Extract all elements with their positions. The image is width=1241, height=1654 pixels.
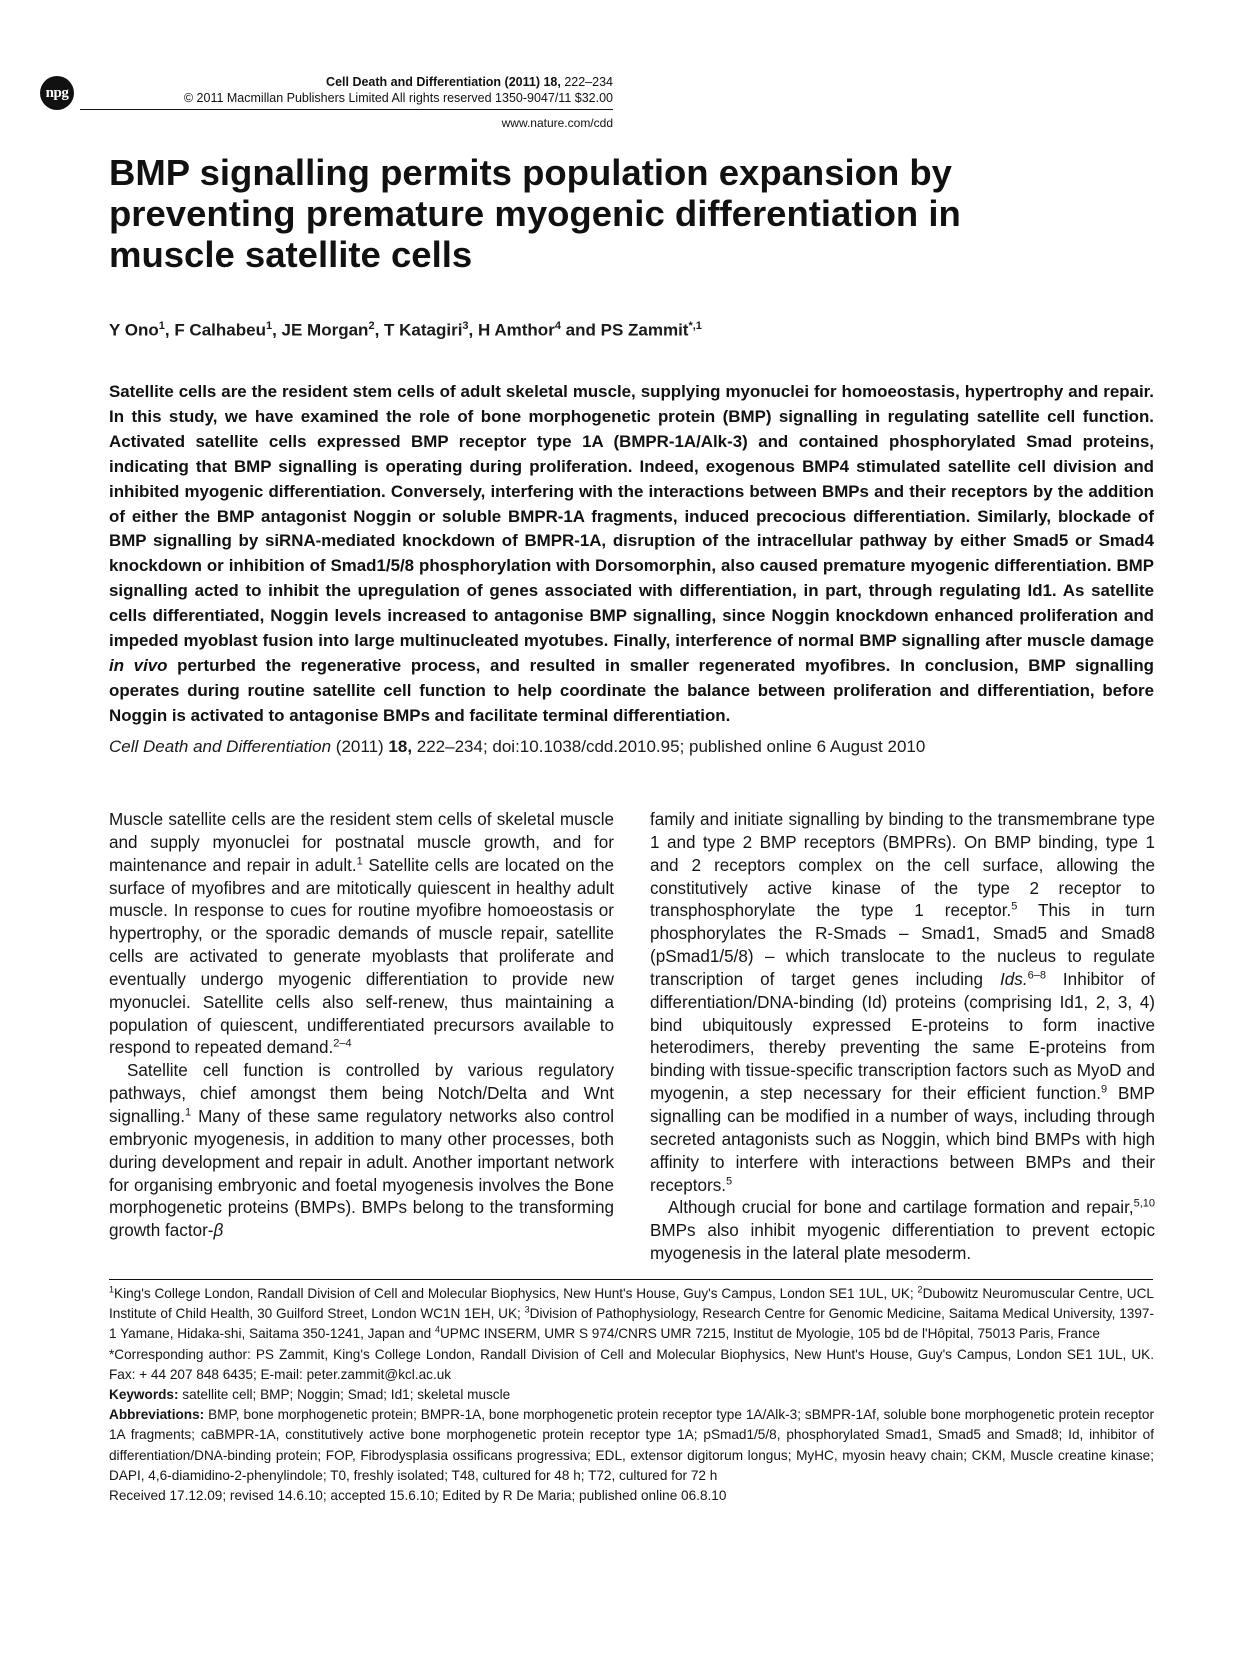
author-name: JE Morgan	[281, 320, 369, 340]
body-text: family and initiate signalling by binding to the transmembrane type 1 and type 2 BMP receptors (BMPRs). On BMP binding, type 1 and 2 receptors complex on the cell surface, allowing the constitutively active kinase of the type 2 receptor to transphosphorylate the type 1 receptor.	[650, 810, 1155, 921]
citation-doi[interactable]: 222–234; doi:10.1038/cdd.2010.95; published online 6 August 2010	[412, 737, 926, 756]
reference-mark[interactable]: 1	[356, 855, 363, 867]
header-rule	[80, 109, 613, 110]
body-text: BMP signalling can be modified in a number of ways, including through secreted antagonists such as Noggin, which bind BMPs with high affinity to interfere with interactions between BMPs and their receptors.	[650, 1084, 1155, 1195]
affiliation-text: King's College London, Randall Division of Cell and Molecular Biophysics, New Hunt's House, Guy's Campus, London SE1 1UL, UK;	[114, 1286, 918, 1301]
author-name: T Katagiri	[384, 320, 463, 340]
journal-url[interactable]: www.nature.com/cdd	[501, 116, 613, 130]
body-text: This in turn phosphorylates the R-Smads – Smad1, Smad5 and Smad8 (pSmad1/5/8) – which translocate to the nucleus to regulate transcription of target genes including	[650, 901, 1155, 989]
body-text: BMPs also inhibit myogenic differentiation to prevent ectopic myogenesis in the lateral plate mesoderm.	[650, 1221, 1155, 1264]
body-paragraph	[109, 809, 614, 1060]
author-separator: ,	[272, 320, 282, 340]
gene-name-italic: Ids.	[1000, 969, 1028, 989]
body-paragraph	[650, 809, 1155, 1197]
body-column-left	[109, 809, 614, 1243]
abbreviations-label: Abbreviations:	[109, 1407, 205, 1423]
reference-mark[interactable]: 5	[726, 1174, 733, 1187]
npg-logo: npg	[40, 76, 74, 110]
affiliation-mark: 4	[554, 320, 561, 332]
footnotes	[109, 1284, 1154, 1506]
body-column-right	[650, 809, 1155, 1266]
article-title: BMP signalling permits population expansion by preventing premature myogenic differentiation in muscle satellite cells	[109, 152, 961, 275]
abstract-text: perturbed the regenerative process, and resulted in smaller regenerated myofibres. In conclusion, BMP signalling operates during routine satellite cell function to help coordinate the balance between proliferation and differentiation, before Noggin is activated to antagonise BMPs and facilitate terminal differentiation.	[109, 655, 1154, 725]
reference-mark[interactable]: 1	[185, 1106, 192, 1119]
affiliation-mark: 2	[368, 320, 375, 332]
affiliation-text: Division of Pathophysiology, Research Centre for Genomic Medicine, Saitama Medical University, 1397-1 Yamane, Hidaka-shi, Saitama 350-1241, Japan and	[109, 1306, 1154, 1342]
body-text: Satellite cell function is controlled by various regulatory pathways, chief amongst them being Notch/Delta and Wnt signalling.	[109, 1061, 614, 1126]
keywords-label: Keywords:	[109, 1387, 179, 1403]
corresponding-author: *Corresponding author: PS Zammit, King's College London, Randall Division of Cell and Molecular Biophysics, New Hunt's House, Guy's Campus, London SE1 1UL, UK. Fax: + 44 207 848 6435; E-mail: peter.zammit@kcl.ac.uk	[109, 1346, 1154, 1382]
affiliation-mark: 4	[434, 1324, 440, 1335]
body-paragraph	[650, 1197, 1155, 1266]
journal-line: Cell Death and Differentiation (2011) 18,	[326, 75, 561, 89]
abstract-italic: in vivo	[109, 655, 168, 675]
author-name: F Calhabeu	[174, 320, 266, 340]
author-name: Y Ono	[109, 320, 159, 340]
page-range: 222–234	[564, 75, 613, 89]
keywords	[109, 1385, 1154, 1405]
abbreviations-text: BMP, bone morphogenetic protein; BMPR-1A, bone morphogenetic protein receptor type 1A/Alk-3; sBMPR-1Af, soluble bone morphogenetic protein receptor 1A fragments; caBMPR-1A, constitutively active bone morphogenetic protein receptor type 1A; pSmad1/5/8, phosphorylated Smad1, Smad5 and Smad8; Id, inhibitor of differentiation/DNA-binding protein; FOP, Fibrodysplasia ossificans progressiva; EDL, extensor digitorum longus; MyHC, myosin heavy chain; CKM, Muscle creatine kinase; DAPI, 4,6-diamidino-2-phenylindole; T0, freshly isolated; T48, cultured for 48 h; T72, cultured for 72 h	[109, 1407, 1154, 1483]
author-separator: ,	[374, 320, 385, 340]
citation-journal: Cell Death and Differentiation	[109, 737, 332, 756]
author-name: H Amthor	[478, 320, 555, 340]
body-text: Muscle satellite cells are the resident stem cells of skeletal muscle and supply myonuclei for postnatal muscle growth, and for maintenance and repair in adult.	[109, 810, 614, 875]
abstract-text: Satellite cells are the resident stem cells of adult skeletal muscle, supplying myonuclei for homoeostasis, hypertrophy and repair. In this study, we have examined the role of bone morphogenetic protein (BMP) signalling in regulating satellite cell function. Activated satellite cells expressed BMP receptor type 1A (BMPR-1A/Alk-3) and contained phosphorylated Smad proteins, indicating that BMP signalling is operating during proliferation. Indeed, exogenous BMP4 stimulated satellite cell division and inhibited myogenic differentiation. Conversely, interfering with the interactions between BMPs and their receptors by the addition of either the BMP antagonist Noggin or soluble BMPR-1A fragments, induced precocious differentiation. Similarly, blockade of BMP signalling by siRNA-mediated knockdown of BMPR-1A, disruption of the intracellular pathway by either Smad5 or Smad4 knockdown or inhibition of Smad1/5/8 phosphorylation with Dorsomorphin, also caused premature myogenic differentiation. BMP signalling acted to inhibit the upregulation of genes associated with differentiation, in part, through regulating Id1. As satellite cells differentiated, Noggin levels increased to antagonise BMP signalling, since Noggin knockdown enhanced proliferation and impeded myoblast fusion into large multinucleated myotubes. Finally, interference of normal BMP signalling after muscle damage	[109, 382, 1154, 651]
body-paragraph	[109, 1060, 614, 1243]
author-separator: and	[560, 320, 601, 340]
footnote-rule	[109, 1279, 1153, 1280]
affiliation-mark: 1	[265, 320, 273, 332]
affiliation-mark: 2	[917, 1284, 923, 1295]
received-dates: Received 17.12.09; revised 14.6.10; accepted 15.6.10; Edited by R De Maria; published online 06.8.10	[109, 1488, 727, 1504]
affiliation-mark: *,1	[688, 320, 702, 332]
reference-mark[interactable]: 6–8	[1027, 969, 1046, 982]
author-separator: ,	[164, 320, 175, 340]
keywords-text: satellite cell; BMP; Noggin; Smad; Id1; skeletal muscle	[178, 1387, 511, 1403]
affiliation-mark: 1	[109, 1284, 115, 1295]
body-text: Many of these same regulatory networks also control embryonic myogenesis, in addition to many other processes, both during development and repair in adult. Another important network for organising embryonic and foetal myogenesis involves the Bone morphogenetic proteins (BMPs). BMPs belong to the transforming growth factor-	[109, 1106, 614, 1241]
citation-line	[109, 737, 925, 757]
affiliation-text: Dubowitz Neuromuscular Centre, UCL Institute of Child Health, 30 Guilford Street, London WC1N 1EH, UK;	[109, 1286, 1154, 1322]
affiliation-mark: 1	[158, 320, 165, 332]
reference-mark[interactable]: 5,10	[1133, 1197, 1155, 1210]
greek-beta: β	[213, 1221, 224, 1241]
journal-header	[326, 74, 613, 90]
body-text: Although crucial for bone and cartilage formation and repair,	[668, 1198, 1134, 1218]
author-list	[109, 320, 702, 341]
copyright-line: © 2011 Macmillan Publishers Limited All rights reserved 1350-9047/11 $32.00	[183, 91, 613, 105]
reference-mark[interactable]: 2–4	[333, 1037, 352, 1050]
body-text: Inhibitor of differentiation/DNA-binding (Id) proteins (comprising Id1, 2, 3, 4) bind ubiquitously expressed E-proteins to form inactive heterodimers, thereby preventing the same E-proteins from binding with tissue-specific transcription factors such as MyoD and myogenin, a step necessary for their efficient function.	[650, 969, 1155, 1104]
author-name: PS Zammit	[600, 320, 689, 340]
reference-mark[interactable]: 5	[1011, 900, 1018, 913]
reference-mark[interactable]: 9	[1100, 1083, 1108, 1096]
affiliations	[109, 1284, 1154, 1345]
affiliation-text: UPMC INSERM, UMR S 974/CNRS UMR 7215, Institut de Myologie, 105 bd de l'Hôpital, 75013 Paris, France	[439, 1326, 1100, 1342]
citation-year: (2011)	[331, 737, 389, 756]
body-text: Satellite cells are located on the surface of myofibres and are mitotically quiescent in healthy adult muscle. In response to cues for routine myofibre homoeostasis or hypertrophy, or the sporadic demands of muscle repair, satellite cells are activated to generate myoblasts that proliferate and eventually undergo myogenic differentiation to provide new myonuclei. Satellite cells also self-renew, thus maintaining a population of quiescent, undifferentiated precursors available to respond to repeated demand.	[109, 855, 614, 1058]
citation-volume: 18,	[388, 737, 413, 756]
affiliation-mark: 3	[524, 1304, 530, 1315]
author-separator: ,	[468, 320, 478, 340]
abstract	[109, 380, 1154, 729]
abbreviations	[109, 1405, 1154, 1486]
affiliation-mark: 3	[462, 320, 469, 332]
